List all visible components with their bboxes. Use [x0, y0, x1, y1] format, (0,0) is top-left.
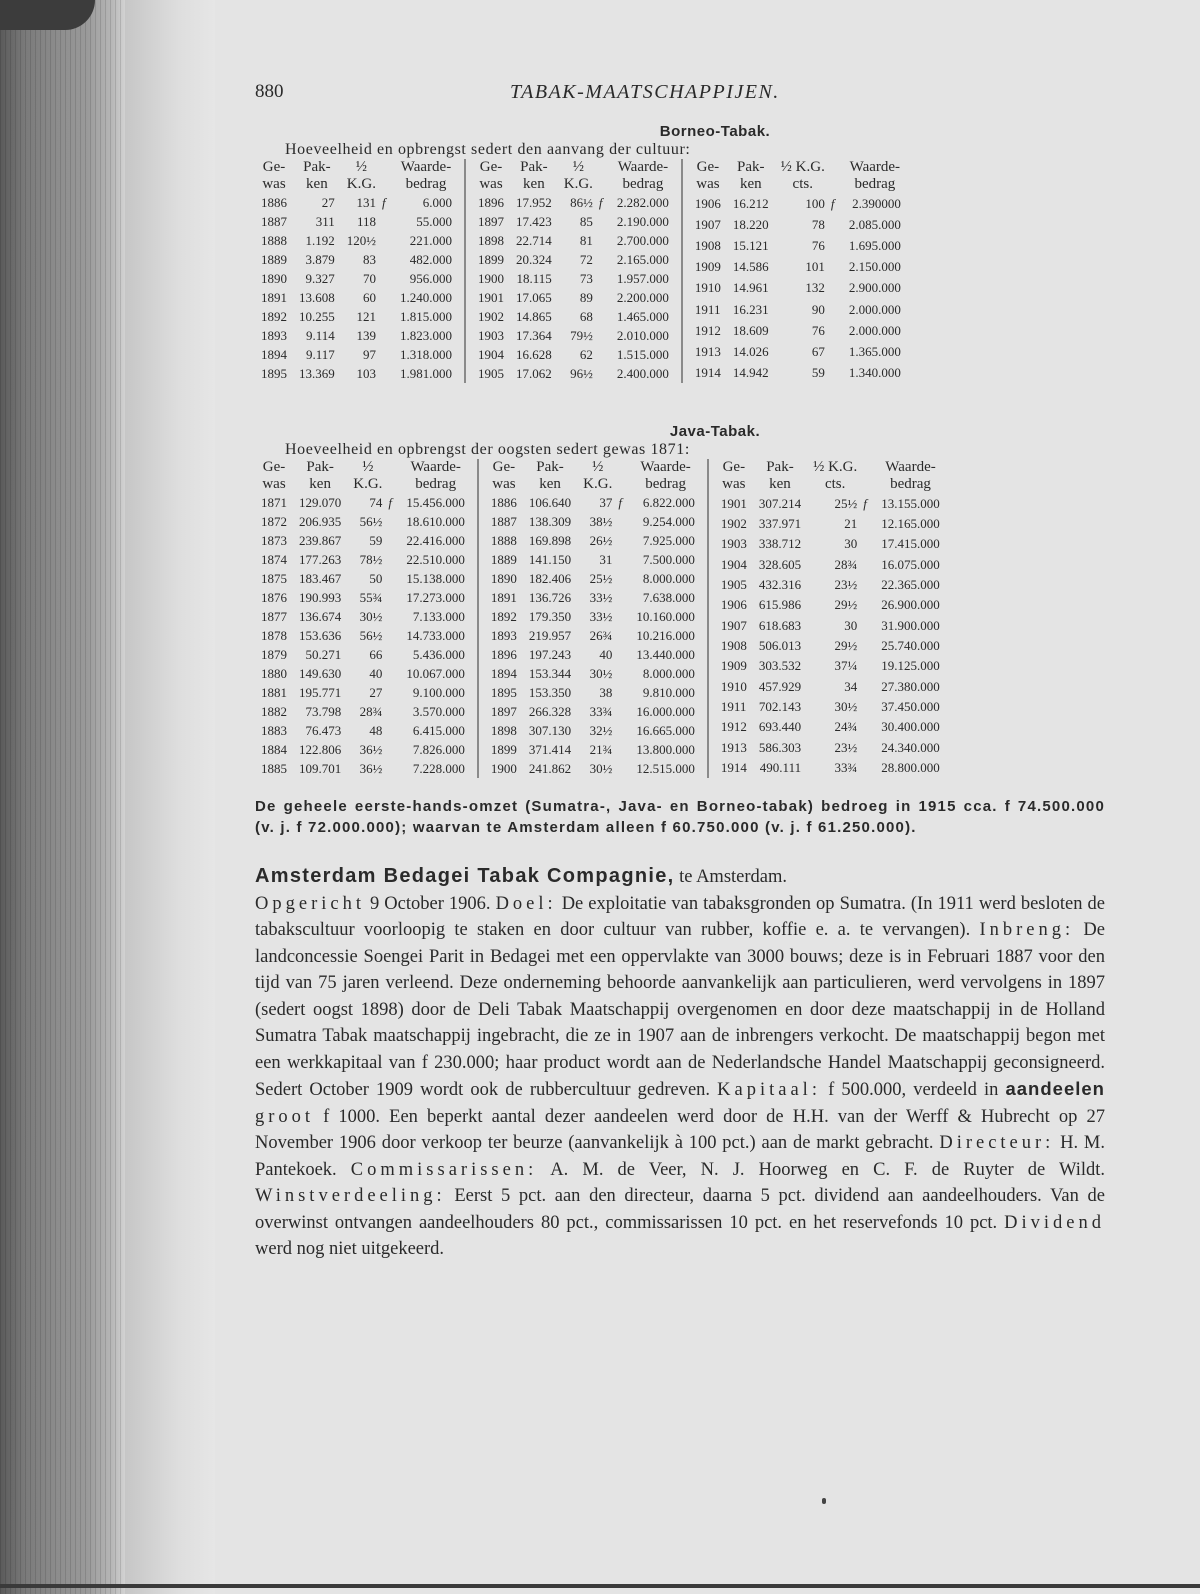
column-header: Ge- [492, 459, 516, 475]
running-head [255, 75, 1105, 115]
column-header: K.G. [563, 176, 593, 192]
table-row: 1910 14.961 132 2.900.000 [694, 280, 901, 296]
label-inbreng: Inbreng: [979, 920, 1075, 940]
table-row: 1884 122.806 36½ 7.826.000 [261, 742, 465, 757]
company-article: Amsterdam Bedagei Tabak Compagnie, te Amsterdam. Opgericht 9 October 1906. Doel: De exploitatie van tabaksgronden op Sumatra. (In 1911 werd besloten de tabakscultuur voorloopig te staken en door cultuur van rubber, koffie e. a. te vervangen). Inbreng: De landconcessie Soengei Parit in Bedagei met een oppervlakte van 3000 bouws; deze is in Februari 1887 voor den tijd van 75 jaren verleend. Deze onderneming behoorde aanvankelijk aan particulieren, werd vervolgens in 1897 (sedert oogst 1898) door de Deli Tabak Maatschappij overgenomen en door deze maatschappij in de Holland Sumatra Tabak maatschappij ingebracht, die ze in 1907 aan de inbrengers verkocht. De maatschappij begon met een werkkapitaal van f 230.000; haar product wordt aan de Nederlandsche Handel Maatschappij geconsigneerd. Sedert October 1909 wordt ook de rubbercultuur gedreven. Kapitaal: f 500.000, verdeeld in aandeelen groot f 1000. Een beperkt aantal dezer aandeelen werd door de H.H. van der Werff & Hubrecht op 27 November 1906 door verkoop ter beurze (aanvankelijk à 100 pct.) aan de markt gebracht. Directeur: H. M. Pantekoek. Commissarissen: A. M. de Veer, N. J. Hoorweg en C. F. de Ruyter de Wildt. Winstverdeeling: Eerst 5 pct. aan den directeur, daarna 5 pct. dividend aan aandeelhouders. Van de overwinst ontvangen aandeelhouders 80 pct., commissarissen 10 pct. en het reservefonds 10 pct. Dividend werd nog niet uitgekeerd. [255, 865, 1106, 1259]
table-row: 1892 10.255 121 1.815.000 [261, 309, 452, 324]
table-row: 1890 182.406 25½ 8.000.000 [490, 571, 695, 586]
table-row: 1903 17.364 79½ 2.010.000 [478, 328, 669, 343]
column-header: bedrag [415, 476, 457, 492]
aandeelen-term: aandeelen [1005, 1078, 1105, 1099]
column-header [618, 459, 630, 476]
page-number: 880 [255, 81, 284, 102]
column-header: Ge- [696, 159, 720, 175]
column-header: bedrag [645, 476, 686, 492]
column-header: ken [309, 476, 331, 492]
column-header: Pak- [737, 159, 765, 175]
table-row: 1889 141.150 31 7.500.000 [490, 552, 695, 567]
column-header: K.G. [346, 176, 376, 192]
table-row: 1909 14.586 101 2.150.000 [694, 259, 901, 275]
table-row: 1901 17.065 89 2.200.000 [478, 290, 669, 305]
table-row: 1873 239.867 59 22.416.000 [261, 533, 465, 548]
table-row: 1890 9.327 70 956.000 [261, 271, 452, 286]
column-header: Ge- [479, 159, 503, 175]
table-row: 1876 190.993 55¾ 17.273.000 [261, 590, 465, 605]
column-header: Waarde- [410, 459, 461, 475]
ink-mark [822, 1498, 826, 1504]
turnover-summary: De geheele eerste-hands-omzet (Sumatra-, Java- en Borneo-tabak) bedroeg in 1915 cca. f 74.500.000 (v. j. f 72.000.000); waarvan te Amsterdam alleen f 60.750.000 (v. j. f 61.250.000). [255, 798, 1105, 836]
book-spine-edge [0, 0, 125, 1594]
table-row: 1891 13.608 60 1.240.000 [261, 290, 452, 305]
table-row: 1877 136.674 30½ 7.133.000 [261, 609, 465, 624]
table-row: 1893 219.957 26¾ 10.216.000 [490, 628, 695, 643]
table-row: 1874 177.263 78½ 22.510.000 [261, 552, 465, 567]
table-row: 1901 307.214 25½ f 13.155.000 [720, 495, 940, 511]
table-row: 1905 432.316 23½ 22.365.000 [720, 577, 940, 593]
table-row: 1912 18.609 76 2.000.000 [694, 322, 901, 338]
table-row: 1911 702.143 30½ 37.450.000 [720, 699, 940, 715]
borneo-intro: Hoeveelheid en opbrengst sedert den aanvang der cultuur: [285, 141, 691, 158]
column-header: K.G. [583, 476, 613, 492]
table-row: 1911 16.231 90 2.000.000 [694, 301, 901, 317]
label-kapitaal: Kapitaal: [717, 1080, 821, 1100]
table-row: 1893 9.114 139 1.823.000 [261, 328, 452, 343]
column-header: was [492, 476, 516, 492]
java-table-group-1 [255, 459, 471, 778]
table-row: 1900 18.115 73 1.957.000 [478, 271, 669, 286]
column-header: ½ [592, 459, 604, 475]
borneo-table-group-2 [472, 159, 675, 383]
column-header [831, 159, 843, 176]
column-header: Pak- [536, 459, 564, 475]
column-header [382, 176, 394, 193]
label-opgericht: Opgericht [255, 893, 365, 914]
table-row: 1903 338.712 30 17.415.000 [720, 536, 940, 552]
table-row: 1899 371.414 21¾ 13.800.000 [490, 742, 695, 757]
table-row: 1913 14.026 67 1.365.000 [694, 343, 901, 359]
table-row: 1909 303.532 37¼ 19.125.000 [720, 658, 940, 674]
column-header: ken [769, 476, 791, 492]
table-row: 1910 457.929 34 27.380.000 [720, 678, 940, 694]
borneo-table-group-3 [689, 159, 907, 383]
label-winstverdeeling: Winstverdeeling: [255, 1186, 446, 1206]
column-header: ½ [355, 159, 367, 175]
column-header: was [262, 176, 286, 192]
column-header: ken [739, 176, 762, 192]
column-header: bedrag [890, 476, 931, 492]
column-header: K.G. [353, 476, 383, 492]
table-row: 1908 506.013 29½ 25.740.000 [720, 638, 940, 654]
column-header [831, 176, 843, 193]
table-row: 1878 153.636 56½ 14.733.000 [261, 628, 465, 643]
column-header [599, 176, 611, 193]
table-row: 1887 138.309 38½ 9.254.000 [490, 514, 695, 529]
column-header: Pak- [766, 459, 794, 475]
column-header: ½ [572, 159, 584, 175]
column-header [863, 459, 875, 476]
table-row: 1914 490.111 33¾ 28.800.000 [720, 760, 940, 776]
column-header: ken [539, 476, 561, 492]
table-row: 1904 16.628 62 1.515.000 [478, 347, 669, 362]
table-row: 1894 9.117 97 1.318.000 [261, 347, 452, 362]
column-header: ken [306, 176, 328, 192]
column-header: Pak- [520, 159, 548, 175]
table-row: 1886 27 131 f 6.000 [261, 195, 452, 210]
table-row: 1883 76.473 48 6.415.000 [261, 723, 465, 738]
table-row: 1898 22.714 81 2.700.000 [478, 233, 669, 248]
table-row: 1905 17.062 96½ 2.400.000 [478, 366, 669, 381]
java-table-group-3 [715, 459, 946, 778]
column-header: bedrag [622, 176, 664, 192]
company-name: Amsterdam Bedagei Tabak Compagnie, [255, 865, 675, 887]
table-row: 1879 50.271 66 5.436.000 [261, 647, 465, 662]
column-header: Pak- [306, 459, 334, 475]
table-row: 1888 169.898 26½ 7.925.000 [490, 533, 695, 548]
column-header [599, 159, 611, 176]
column-header: bedrag [854, 176, 896, 192]
column-header: was [696, 176, 720, 192]
table-row: 1908 15.121 76 1.695.000 [694, 238, 901, 254]
column-header: Ge- [722, 459, 746, 475]
table-row: 1900 241.862 30½ 12.515.000 [490, 761, 695, 776]
table-row: 1912 693.440 24¾ 30.400.000 [720, 719, 940, 735]
column-header [388, 476, 400, 493]
java-tables [255, 459, 1105, 778]
table-row: 1899 20.324 72 2.165.000 [478, 252, 669, 267]
column-header: Waarde- [885, 459, 936, 475]
column-header: was [262, 476, 286, 492]
column-header: Ge- [262, 159, 286, 175]
running-title: TABAK-MAATSCHAPPIJEN. [510, 81, 780, 103]
table-row: 1886 106.640 37 f 6.822.000 [490, 495, 695, 510]
column-header [618, 476, 630, 493]
table-row: 1898 307.130 32½ 16.665.000 [490, 723, 695, 738]
column-header: ½ K.G. [780, 159, 825, 175]
table-row: 1895 153.350 38 9.810.000 [490, 685, 695, 700]
column-divider [681, 159, 683, 383]
table-row: 1889 3.879 83 482.000 [261, 252, 452, 267]
column-header: bedrag [405, 176, 447, 192]
table-row: 1891 136.726 33½ 7.638.000 [490, 590, 695, 605]
table-row: 1902 337.971 21 12.165.000 [720, 516, 940, 532]
table-row: 1906 16.212 100 f 2.390000 [694, 196, 901, 212]
table-row: 1904 328.605 28¾ 16.075.000 [720, 556, 940, 572]
table-row: 1887 311 118 55.000 [261, 214, 452, 229]
table-row: 1907 618.683 30 31.900.000 [720, 617, 940, 633]
table-row: 1871 129.070 74 f 15.456.000 [261, 495, 465, 510]
binding-shadow [0, 0, 95, 30]
table-row: 1896 197.243 40 13.440.000 [490, 647, 695, 662]
table-row: 1913 586.303 23½ 24.340.000 [720, 739, 940, 755]
column-header [863, 476, 875, 493]
column-header: Waarde- [617, 159, 669, 175]
column-header [382, 159, 394, 176]
table-row: 1894 153.344 30½ 8.000.000 [490, 666, 695, 681]
table-row: 1897 266.328 33¾ 16.000.000 [490, 704, 695, 719]
label-doel: Doel: [495, 893, 557, 914]
table-row: 1902 14.865 68 1.465.000 [478, 309, 669, 324]
java-title: Java-Tabak. [669, 423, 761, 440]
table-row: 1906 615.986 29½ 26.900.000 [720, 597, 940, 613]
java-table-group-2 [485, 459, 701, 778]
label-directeur: Directeur: [939, 1133, 1055, 1153]
table-row: 1897 17.423 85 2.190.000 [478, 214, 669, 229]
table-row: 1880 149.630 40 10.067.000 [261, 666, 465, 681]
label-dividend: Dividend [1004, 1212, 1105, 1233]
column-divider [477, 459, 479, 778]
table-row: 1895 13.369 103 1.981.000 [261, 366, 452, 381]
column-header: Ge- [262, 459, 286, 475]
column-header: ken [523, 176, 545, 192]
page-gutter-shadow [125, 0, 215, 1594]
java-intro: Hoeveelheid en opbrengst der oogsten sedert gewas 1871: [285, 441, 690, 458]
column-header: ½ K.G. [813, 459, 858, 475]
label-commissarissen: Commissarissen: [350, 1159, 538, 1180]
borneo-tables [255, 159, 1105, 383]
book-page [255, 75, 1105, 1263]
column-divider [707, 459, 709, 778]
table-row: 1881 195.771 27 9.100.000 [261, 685, 465, 700]
table-row: 1888 1.192 120½ 221.000 [261, 233, 452, 248]
table-row: 1907 18.220 78 2.085.000 [694, 217, 901, 233]
table-row: 1882 73.798 28¾ 3.570.000 [261, 704, 465, 719]
column-header: cts. [792, 176, 813, 192]
table-row: 1892 179.350 33½ 10.160.000 [490, 609, 695, 624]
table-row: 1896 17.952 86½ f 2.282.000 [478, 195, 669, 210]
page-bottom-edge [0, 1584, 1200, 1588]
column-header: was [479, 176, 503, 192]
column-header: ½ [362, 459, 374, 475]
borneo-title: Borneo-Tabak. [659, 123, 771, 140]
column-header: Waarde- [400, 159, 452, 175]
column-header: Pak- [303, 159, 331, 175]
column-header: cts. [824, 476, 846, 492]
table-row: 1885 109.701 36½ 7.228.000 [261, 761, 465, 776]
table-row: 1875 183.467 50 15.138.000 [261, 571, 465, 586]
table-row: 1872 206.935 56½ 18.610.000 [261, 514, 465, 529]
column-divider [464, 159, 466, 383]
column-header: Waarde- [849, 159, 901, 175]
borneo-table-group-1 [255, 159, 458, 383]
column-header: was [722, 476, 746, 492]
column-header [388, 459, 400, 476]
table-row: 1914 14.942 59 1.340.000 [694, 364, 901, 380]
column-header: Waarde- [640, 459, 691, 475]
